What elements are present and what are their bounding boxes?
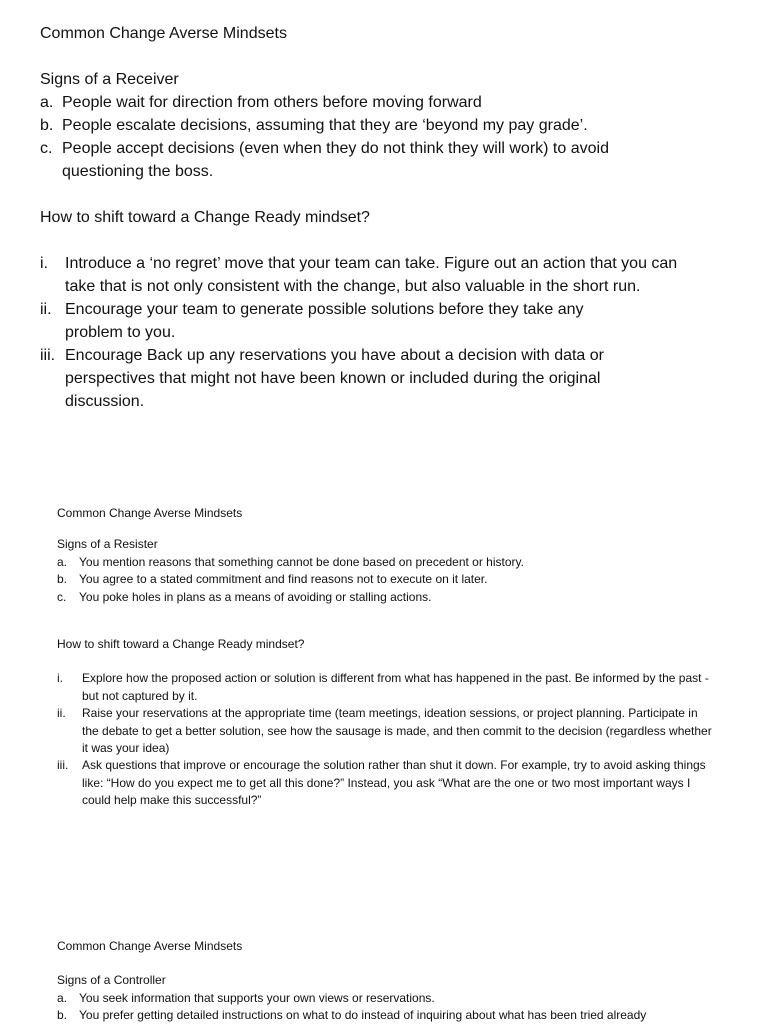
list-item-text: People accept decisions (even when they do not think they will work) to avoid questioning the boss. bbox=[62, 140, 609, 180]
list-marker: c. bbox=[57, 589, 67, 604]
list-marker: i. bbox=[57, 671, 63, 686]
list-item-text: People escalate decisions, assuming that they are ‘beyond my pay grade’. bbox=[62, 117, 588, 134]
signs-list bbox=[57, 554, 717, 606]
signs-heading: Signs of a Receiver bbox=[40, 71, 179, 88]
list-item bbox=[57, 554, 717, 571]
signs-list bbox=[40, 91, 740, 183]
list-item-text: Encourage your team to generate possible solutions before they take any problem to you. bbox=[65, 301, 584, 341]
list-item bbox=[57, 1007, 737, 1024]
signs-heading: Signs of a Resister bbox=[57, 537, 158, 552]
list-item-text: Ask questions that improve or encourage the solution rather than shut it down. For example, try to avoid asking things like: “How do you expect me to get all this done?” Instead, you ask “What are the one or two most important ways I could help make this successful?” bbox=[82, 758, 706, 808]
list-item-text: You prefer getting detailed instructions on what to do instead of inquiring about what has been tried already bbox=[79, 1008, 647, 1023]
list-marker: a. bbox=[57, 990, 68, 1005]
list-item bbox=[40, 91, 740, 114]
list-marker: b. bbox=[57, 1008, 68, 1023]
signs-list bbox=[57, 990, 737, 1025]
list-marker: i. bbox=[40, 255, 48, 272]
list-marker: b. bbox=[40, 117, 54, 134]
list-item-text: Introduce a ‘no regret’ move that your team can take. Figure out an action that you can take that is not only consistent with the change, but also valuable in the short run. bbox=[65, 255, 678, 295]
list-item-text: People wait for direction from others before moving forward bbox=[62, 94, 482, 111]
list-item bbox=[57, 670, 717, 705]
shift-list bbox=[40, 252, 740, 413]
list-marker: c. bbox=[40, 140, 53, 157]
list-item-text: You mention reasons that something cannot be done based on precedent or history. bbox=[79, 554, 524, 569]
list-item bbox=[40, 137, 740, 183]
list-item bbox=[40, 344, 740, 413]
list-item bbox=[40, 298, 740, 344]
list-item bbox=[57, 589, 717, 606]
shift-list bbox=[57, 670, 717, 809]
list-marker: iii. bbox=[40, 347, 56, 364]
section-resister bbox=[57, 505, 717, 810]
list-item-text: Encourage Back up any reservations you have about a decision with data or perspectives that might not have been known or included during the original discussion. bbox=[65, 347, 604, 410]
list-marker: a. bbox=[57, 554, 68, 569]
list-item bbox=[57, 990, 737, 1007]
list-marker: ii. bbox=[57, 706, 66, 721]
list-marker: a. bbox=[40, 94, 54, 111]
list-marker: b. bbox=[57, 572, 68, 587]
section-controller bbox=[57, 938, 737, 1025]
section-title: Common Change Averse Mindsets bbox=[57, 939, 243, 953]
section-title: Common Change Averse Mindsets bbox=[40, 25, 287, 42]
list-item bbox=[57, 571, 717, 588]
list-item bbox=[40, 114, 740, 137]
shift-heading: How to shift toward a Change Ready mindset? bbox=[57, 637, 305, 652]
section-receiver bbox=[40, 22, 740, 413]
list-item bbox=[57, 705, 717, 757]
list-item-text: You poke holes in plans as a means of avoiding or stalling actions. bbox=[79, 589, 432, 604]
list-item bbox=[57, 757, 717, 809]
list-marker: ii. bbox=[40, 301, 52, 318]
list-item-text: You agree to a stated commitment and find reasons not to execute on it later. bbox=[79, 572, 488, 587]
list-item-text: Explore how the proposed action or solution is different from what has happened in the past. Be informed by the past - but not captured by it. bbox=[82, 671, 709, 703]
list-item bbox=[40, 252, 740, 298]
list-marker: iii. bbox=[57, 758, 69, 773]
shift-heading: How to shift toward a Change Ready mindset? bbox=[40, 209, 370, 226]
list-item-text: You seek information that supports your own views or reservations. bbox=[79, 990, 435, 1005]
section-title: Common Change Averse Mindsets bbox=[57, 506, 243, 520]
signs-heading: Signs of a Controller bbox=[57, 973, 166, 988]
list-item-text: Raise your reservations at the appropriate time (team meetings, ideation sessions, or project planning. Participate in the debate to get a better solution, see how the sausage is made, and then commit to the decision (regardless whether it was your idea) bbox=[82, 706, 712, 756]
